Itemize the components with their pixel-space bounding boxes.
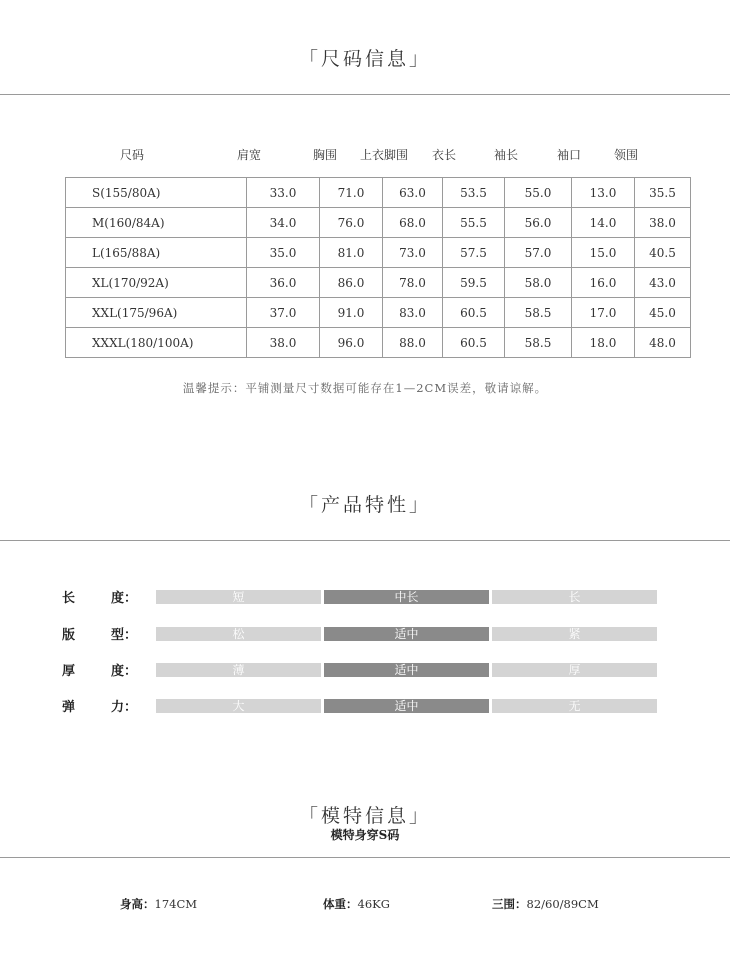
model-subtitle: 模特身穿S码: [330, 828, 400, 842]
measure-cell: 18.0: [572, 328, 635, 358]
size-note: 温馨提示：平铺测量尺寸数据可能存在1—2CM误差，敬请谅解。: [182, 381, 548, 395]
feature-label-b: 力：: [111, 700, 138, 715]
measure-cell: 14.0: [572, 208, 635, 238]
feature-option: 大: [156, 699, 321, 713]
model-weight: [323, 896, 390, 912]
feature-row-length: [0, 587, 730, 605]
measure-cell: 15.0: [572, 238, 635, 268]
measure-cell: 83.0: [383, 298, 443, 328]
feature-label-a: 厚: [62, 664, 76, 679]
measure-cell: 59.5: [443, 268, 505, 298]
model-measure-value: 82/60/89CM: [526, 897, 599, 911]
size-table: [65, 177, 691, 358]
feature-option: 中长: [324, 590, 489, 604]
divider: [0, 857, 730, 858]
measure-cell: 71.0: [320, 178, 383, 208]
measure-cell: 55.0: [505, 178, 572, 208]
feature-option: 短: [156, 590, 321, 604]
table-row: [66, 328, 691, 358]
measure-cell: 36.0: [247, 268, 320, 298]
header-shoulder: 肩宽: [236, 148, 261, 162]
size-cell: M(160/84A): [66, 208, 247, 238]
size-cell: S(155/80A): [66, 178, 247, 208]
measure-cell: 35.5: [635, 178, 691, 208]
feature-option: 适中: [324, 663, 489, 677]
header-chest: 胸围: [312, 148, 337, 162]
size-section-title: 「尺码信息」: [298, 48, 431, 70]
measure-cell: 96.0: [320, 328, 383, 358]
header-size: 尺码: [119, 148, 144, 162]
feature-option: 适中: [324, 699, 489, 713]
table-row: [66, 208, 691, 238]
feature-section-title: 「产品特性」: [298, 494, 431, 516]
divider: [0, 94, 730, 95]
feature-option: 松: [156, 627, 321, 641]
model-measure-label: 三围：: [492, 897, 527, 911]
divider: [0, 540, 730, 541]
measure-cell: 35.0: [247, 238, 320, 268]
measure-cell: 63.0: [383, 178, 443, 208]
header-cuff: 袖口: [556, 148, 581, 162]
measure-cell: 55.5: [443, 208, 505, 238]
header-sleeve-length: 袖长: [493, 148, 518, 162]
measure-cell: 45.0: [635, 298, 691, 328]
measure-cell: 34.0: [247, 208, 320, 238]
measure-cell: 81.0: [320, 238, 383, 268]
measure-cell: 78.0: [383, 268, 443, 298]
size-cell: L(165/88A): [66, 238, 247, 268]
measure-cell: 86.0: [320, 268, 383, 298]
model-height-value: 174CM: [154, 897, 198, 911]
measure-cell: 58.5: [505, 328, 572, 358]
size-cell: XL(170/92A): [66, 268, 247, 298]
feature-option: 长: [492, 590, 657, 604]
table-row: [66, 238, 691, 268]
size-table-header: [0, 146, 730, 164]
measure-cell: 16.0: [572, 268, 635, 298]
measure-cell: 88.0: [383, 328, 443, 358]
model-measurements: [492, 896, 599, 912]
size-cell: XXXL(180/100A): [66, 328, 247, 358]
measure-cell: 73.0: [383, 238, 443, 268]
measure-cell: 33.0: [247, 178, 320, 208]
measure-cell: 68.0: [383, 208, 443, 238]
model-height-label: 身高：: [120, 897, 155, 911]
measure-cell: 40.5: [635, 238, 691, 268]
size-cell: XXL(175/96A): [66, 298, 247, 328]
feature-label-a: 弹: [62, 700, 76, 715]
header-hem: 上衣脚围: [359, 148, 408, 162]
measure-cell: 91.0: [320, 298, 383, 328]
measure-cell: 76.0: [320, 208, 383, 238]
measure-cell: 57.5: [443, 238, 505, 268]
measure-cell: 57.0: [505, 238, 572, 268]
measure-cell: 60.5: [443, 328, 505, 358]
measure-cell: 53.5: [443, 178, 505, 208]
measure-cell: 58.5: [505, 298, 572, 328]
model-weight-value: 46KG: [357, 897, 390, 911]
feature-label-a: 长: [62, 591, 76, 606]
measure-cell: 17.0: [572, 298, 635, 328]
feature-option: 适中: [324, 627, 489, 641]
model-height: [120, 896, 197, 912]
feature-row-thickness: [0, 660, 730, 678]
feature-label-b: 度：: [111, 591, 138, 606]
measure-cell: 56.0: [505, 208, 572, 238]
table-row: [66, 268, 691, 298]
measure-cell: 60.5: [443, 298, 505, 328]
measure-cell: 38.0: [635, 208, 691, 238]
feature-row-elasticity: [0, 696, 730, 714]
feature-label-b: 度：: [111, 664, 138, 679]
feature-label-b: 型：: [111, 628, 138, 643]
table-row: [66, 178, 691, 208]
feature-option: 紧: [492, 627, 657, 641]
table-row: [66, 298, 691, 328]
measure-cell: 43.0: [635, 268, 691, 298]
header-collar: 领围: [613, 148, 638, 162]
feature-option: 薄: [156, 663, 321, 677]
model-weight-label: 体重：: [323, 897, 358, 911]
feature-option: 无: [492, 699, 657, 713]
measure-cell: 58.0: [505, 268, 572, 298]
measure-cell: 13.0: [572, 178, 635, 208]
measure-cell: 48.0: [635, 328, 691, 358]
feature-row-fit: [0, 624, 730, 642]
measure-cell: 37.0: [247, 298, 320, 328]
model-section-title: 「模特信息」: [298, 805, 431, 827]
measure-cell: 38.0: [247, 328, 320, 358]
header-length: 衣长: [431, 148, 456, 162]
feature-option: 厚: [492, 663, 657, 677]
feature-label-a: 版: [62, 628, 76, 643]
